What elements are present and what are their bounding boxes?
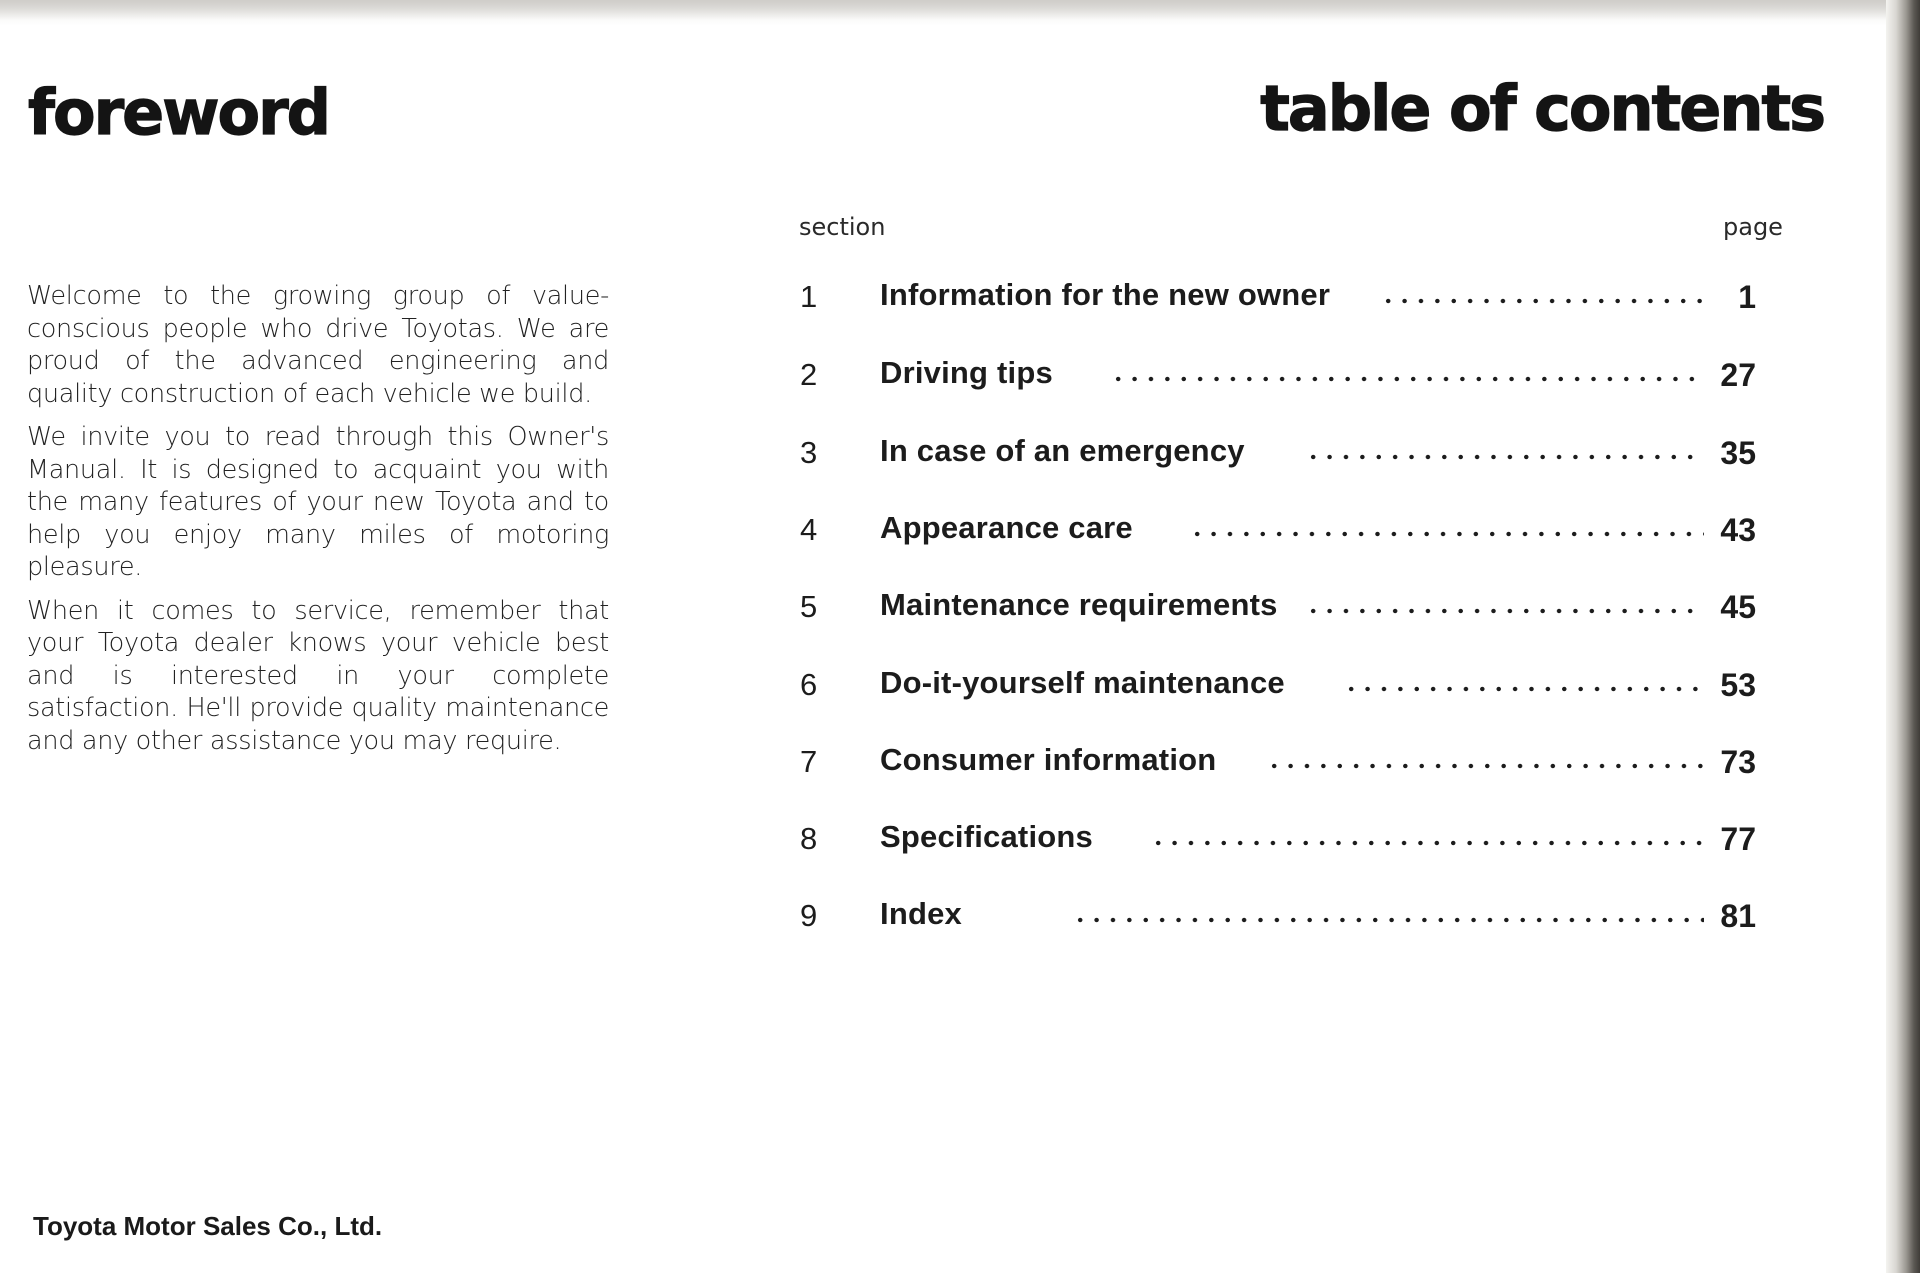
toc-entry-number: 5 [800,589,818,624]
toc-entry-title: Maintenance requirements [880,587,1278,622]
toc-entry-6[interactable] [800,667,1756,717]
foreword-paragraph-3: When it comes to service, remember that your Toyota dealer knows your vehicle best and is interested in your complete satisfaction. He'll provide quality maintenance and any other assistance you may require. [27,595,609,756]
toc-entry-page: 1 [1738,279,1756,315]
toc-entry-title: Specifications [880,819,1093,854]
toc-leader-dots [1266,761,1704,771]
toc-entry-5[interactable] [800,589,1756,639]
foreword-body [27,280,609,768]
page-top-shadow [0,0,1886,20]
toc-entry-number: 2 [800,357,818,392]
toc-leader-dots [1072,915,1704,925]
toc-entry-page: 73 [1720,744,1756,780]
foreword-paragraph-1: Welcome to the growing group of value-conscious people who drive Toyotas. We are proud of the advanced engineering and quality construction of each vehicle we build. [27,281,609,409]
toc-leader-dots [1305,452,1704,462]
toc-entry-8[interactable] [800,821,1756,871]
toc-entry-title: Consumer information [880,742,1217,777]
toc-entry-number: 1 [800,279,818,314]
toc-entry-title: Index [880,896,962,931]
toc-leader-dots [1343,684,1704,694]
toc-entry-title: Appearance care [880,510,1133,545]
toc-entry-7[interactable] [800,744,1756,794]
foreword-paragraph-2: We invite you to read through this Owner's Manual. It is designed to acquaint you with the many features of your new Toyota and to help you enjoy many miles of motoring pleasure. [27,422,609,582]
toc-leader-dots [1305,606,1704,616]
toc-entry-number: 6 [800,667,818,702]
toc-entry-title: In case of an emergency [880,433,1245,468]
toc-entry-3[interactable] [800,435,1756,485]
toc-entry-page: 53 [1720,667,1756,703]
toc-leader-dots [1150,838,1704,848]
section-column-header: section [799,213,886,241]
foreword-title: foreword [28,76,330,149]
toc-entry-page: 43 [1720,512,1756,548]
toc-entry-9[interactable] [800,898,1756,948]
publisher-name: Toyota Motor Sales Co., Ltd. [33,1211,383,1241]
toc-entry-1[interactable] [800,279,1756,329]
toc-title: table of contents [1260,72,1824,145]
toc-entry-4[interactable] [800,512,1756,562]
toc-entry-number: 8 [800,821,818,856]
toc-entry-page: 35 [1720,435,1756,471]
toc-entry-page: 45 [1720,589,1756,625]
toc-entry-title: Do-it-yourself maintenance [880,665,1285,700]
toc-entry-number: 9 [800,898,818,933]
toc-entry-page: 81 [1720,898,1756,934]
page-edge-shadow [1886,0,1920,1273]
toc-entry-title: Information for the new owner [880,277,1331,312]
toc-leader-dots [1189,529,1704,539]
toc-entry-page: 27 [1720,357,1756,393]
toc-entry-title: Driving tips [880,355,1053,390]
toc-entry-number: 7 [800,744,818,779]
toc-entry-page: 77 [1720,821,1756,857]
toc-entry-number: 4 [800,512,818,547]
toc-leader-dots [1110,374,1704,384]
page-column-header: page [1723,213,1783,241]
toc-entry-2[interactable] [800,357,1756,407]
toc-leader-dots [1380,296,1704,306]
toc-entry-number: 3 [800,435,818,470]
